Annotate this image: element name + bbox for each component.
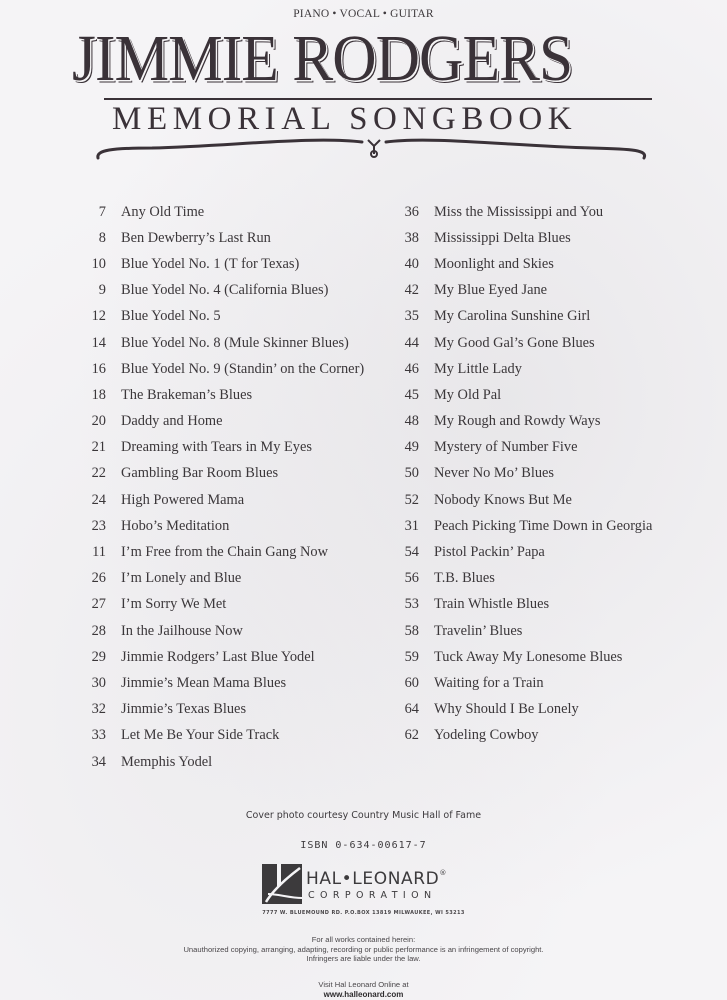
toc-entry[interactable]: [80, 566, 391, 592]
toc-page-number: 64: [404, 701, 419, 718]
toc-entry[interactable]: [391, 330, 680, 356]
instrumentation-subhead: PIANO • VOCAL • GUITAR: [293, 8, 434, 20]
toc-entry[interactable]: [391, 461, 680, 487]
toc-entry[interactable]: [391, 278, 680, 304]
toc-song-title: T.B. Blues: [433, 570, 495, 587]
toc-song-title: I’m Lonely and Blue: [121, 570, 242, 587]
toc-entry[interactable]: [391, 723, 680, 749]
toc-song-title: Hobo’s Meditation: [121, 517, 230, 534]
toc-page-number: 40: [404, 255, 419, 272]
toc-song-title: Memphis Yodel: [121, 753, 213, 770]
hal-leonard-logo-icon: [262, 864, 302, 904]
toc-entry[interactable]: [80, 330, 391, 356]
toc-song-title: Daddy and Home: [121, 413, 223, 430]
toc-page-number: 10: [91, 255, 106, 272]
toc-entry[interactable]: [80, 513, 391, 539]
toc-entry[interactable]: [391, 435, 680, 461]
toc-page-number: 46: [404, 360, 419, 377]
title-rule: [104, 98, 652, 100]
toc-page-number: 31: [404, 517, 419, 534]
toc-song-title: Jimmie’s Mean Mama Blues: [121, 674, 287, 691]
isbn: ISBN 0-634-00617-7: [300, 840, 427, 851]
toc-entry[interactable]: [80, 304, 391, 330]
toc-page-number: 34: [91, 753, 106, 770]
toc-song-title: Jimmie’s Texas Blues: [121, 701, 247, 718]
toc-song-title: My Rough and Rowdy Ways: [433, 413, 601, 430]
book-title: JIMMIE RODGERS: [72, 22, 573, 95]
toc-page-number: 27: [91, 596, 106, 613]
toc-song-title: Peach Picking Time Down in Georgia: [433, 517, 653, 534]
toc-page-number: 29: [91, 648, 106, 665]
toc-entry[interactable]: [391, 304, 680, 330]
toc-song-title: Never No Mo’ Blues: [433, 465, 554, 482]
toc-song-title: Miss the Mississippi and You: [433, 203, 604, 220]
toc-song-title: Mississippi Delta Blues: [433, 229, 571, 246]
toc-song-title: Blue Yodel No. 9 (Standin’ on the Corner): [121, 360, 365, 377]
toc-entry[interactable]: [391, 225, 680, 251]
toc-song-title: Blue Yodel No. 4 (California Blues): [121, 282, 329, 299]
toc-song-title: My Old Pal: [433, 386, 502, 403]
registered-mark: ®: [439, 869, 447, 877]
toc-page-number: 23: [91, 517, 106, 534]
copyright-notice: [0, 935, 727, 964]
toc-song-title: High Powered Mama: [121, 491, 245, 508]
toc-page-number: 28: [91, 622, 106, 639]
toc-page-number: 16: [91, 360, 106, 377]
toc-song-title: Jimmie Rodgers’ Last Blue Yodel: [121, 648, 315, 665]
toc-page-number: 48: [404, 413, 419, 430]
toc-entry[interactable]: [80, 592, 391, 618]
toc-song-title: My Good Gal’s Gone Blues: [433, 334, 595, 351]
toc-page-number: 62: [404, 727, 419, 744]
toc-column-right: [391, 199, 680, 775]
toc-page-number: 11: [92, 544, 106, 561]
toc-page-number: 8: [98, 229, 106, 246]
toc-song-title: My Blue Eyed Jane: [433, 282, 548, 299]
toc-page-number: 36: [404, 203, 419, 220]
toc-entry[interactable]: [80, 487, 391, 513]
publisher-logo: [262, 864, 512, 912]
toc-page-number: 30: [91, 674, 106, 691]
toc-entry[interactable]: [391, 644, 680, 670]
toc-song-title: Let Me Be Your Side Track: [121, 727, 280, 744]
publisher-name: [306, 869, 447, 889]
toc-page-number: 33: [91, 727, 106, 744]
toc-song-title: Blue Yodel No. 8 (Mule Skinner Blues): [121, 334, 349, 351]
flourish-ornament-icon: [92, 128, 652, 162]
toc-song-title: Train Whistle Blues: [433, 596, 550, 613]
toc-page-number: 12: [91, 308, 106, 325]
toc-entry[interactable]: [80, 251, 391, 277]
toc-page-number: 44: [404, 334, 419, 351]
toc-page-number: 14: [91, 334, 106, 351]
toc-entry[interactable]: [391, 487, 680, 513]
visit-text: Visit Hal Leonard Online at: [318, 980, 409, 989]
toc-song-title: Blue Yodel No. 5: [121, 308, 221, 325]
website-link[interactable]: www.halleonard.com: [323, 989, 404, 999]
toc-page-number: 32: [91, 701, 106, 718]
toc-song-title: The Brakeman’s Blues: [121, 386, 253, 403]
toc-page-number: 56: [404, 570, 419, 587]
toc-entry[interactable]: [391, 539, 680, 565]
toc-page-number: 9: [98, 282, 106, 299]
toc-page-number: 18: [91, 386, 106, 403]
toc-entry[interactable]: [391, 592, 680, 618]
toc-entry[interactable]: [80, 539, 391, 565]
book-subtitle: MEMORIAL SONGBOOK: [112, 101, 578, 137]
toc-page-number: 24: [91, 491, 106, 508]
toc-entry[interactable]: [80, 461, 391, 487]
toc-entry[interactable]: [80, 697, 391, 723]
toc-entry[interactable]: [391, 697, 680, 723]
toc-column-left: [80, 199, 391, 775]
publisher-address: 7777 W. BLUEMOUND RD. P.O.BOX 13819 MILWAUKEE, WI 53213: [262, 910, 465, 916]
toc-page-number: 7: [98, 203, 106, 220]
toc-song-title: Why Should I Be Lonely: [433, 701, 579, 718]
toc-entry[interactable]: [391, 356, 680, 382]
toc-song-title: My Carolina Sunshine Girl: [433, 308, 591, 325]
toc-entry[interactable]: [80, 644, 391, 670]
toc-song-title: Any Old Time: [121, 203, 205, 220]
toc-entry[interactable]: [391, 670, 680, 696]
copyright-line-1: For all works contained herein:: [311, 935, 416, 944]
toc-entry[interactable]: [80, 225, 391, 251]
toc-entry[interactable]: [391, 618, 680, 644]
toc-entry[interactable]: [391, 513, 680, 539]
toc-song-title: Travelin’ Blues: [433, 622, 523, 639]
toc-entry[interactable]: [80, 199, 391, 225]
toc-page-number: 20: [91, 413, 106, 430]
toc-page-number: 60: [404, 674, 419, 691]
toc-page-number: 35: [404, 308, 419, 325]
toc-entry[interactable]: [391, 409, 680, 435]
photo-credit: Cover photo courtesy Country Music Hall of Fame: [245, 810, 482, 821]
toc-song-title: Ben Dewberry’s Last Run: [121, 229, 271, 246]
toc-song-title: Nobody Knows But Me: [433, 491, 572, 508]
toc-song-title: I’m Sorry We Met: [121, 596, 227, 613]
toc-page-number: 53: [404, 596, 419, 613]
toc-page-number: 45: [404, 386, 419, 403]
toc-page-number: 38: [404, 229, 419, 246]
toc-entry[interactable]: [391, 251, 680, 277]
copyright-line-2: Unauthorized copying, arranging, adapting, recording or public performance is an infringement of copyright.: [183, 944, 544, 954]
toc-song-title: Gambling Bar Room Blues: [121, 465, 279, 482]
toc-page-number: 22: [91, 465, 106, 482]
toc-page-number: 21: [91, 439, 106, 456]
toc-song-title: Blue Yodel No. 1 (T for Texas): [121, 255, 300, 272]
toc-entry[interactable]: [80, 278, 391, 304]
toc-entry[interactable]: [80, 356, 391, 382]
toc-page-number: 50: [404, 465, 419, 482]
toc-song-title: Tuck Away My Lonesome Blues: [433, 648, 623, 665]
toc-page-number: 26: [91, 570, 106, 587]
toc-entry[interactable]: [391, 566, 680, 592]
toc-page-number: 42: [404, 282, 419, 299]
toc-entry[interactable]: [80, 618, 391, 644]
toc-page-number: 52: [404, 491, 419, 508]
toc-entry[interactable]: [80, 670, 391, 696]
toc-page-number: 49: [404, 439, 419, 456]
toc-song-title: Yodeling Cowboy: [433, 727, 539, 744]
toc-entry[interactable]: [80, 435, 391, 461]
publisher-corporation: CORPORATION: [308, 890, 437, 901]
table-of-contents: [80, 199, 680, 775]
toc-song-title: My Little Lady: [433, 360, 522, 377]
toc-entry[interactable]: [391, 382, 680, 408]
visit-online: [0, 980, 727, 999]
publisher-name-text: HAL•LEONARD: [306, 869, 440, 889]
toc-song-title: Waiting for a Train: [433, 674, 544, 691]
toc-song-title: In the Jailhouse Now: [121, 622, 243, 639]
toc-page-number: 54: [404, 544, 419, 561]
toc-song-title: Dreaming with Tears in My Eyes: [121, 439, 312, 456]
toc-entry[interactable]: [80, 382, 391, 408]
toc-song-title: Mystery of Number Five: [433, 439, 578, 456]
toc-entry[interactable]: [80, 723, 391, 749]
toc-page-number: 59: [404, 648, 419, 665]
toc-entry[interactable]: [391, 199, 680, 225]
toc-song-title: I’m Free from the Chain Gang Now: [121, 544, 329, 561]
toc-song-title: Pistol Packin’ Papa: [433, 544, 545, 561]
toc-page-number: 58: [404, 622, 419, 639]
copyright-line-3: Infringers are liable under the law.: [306, 954, 421, 963]
toc-entry[interactable]: [80, 409, 391, 435]
toc-song-title: Moonlight and Skies: [433, 255, 554, 272]
toc-entry[interactable]: [80, 749, 391, 775]
